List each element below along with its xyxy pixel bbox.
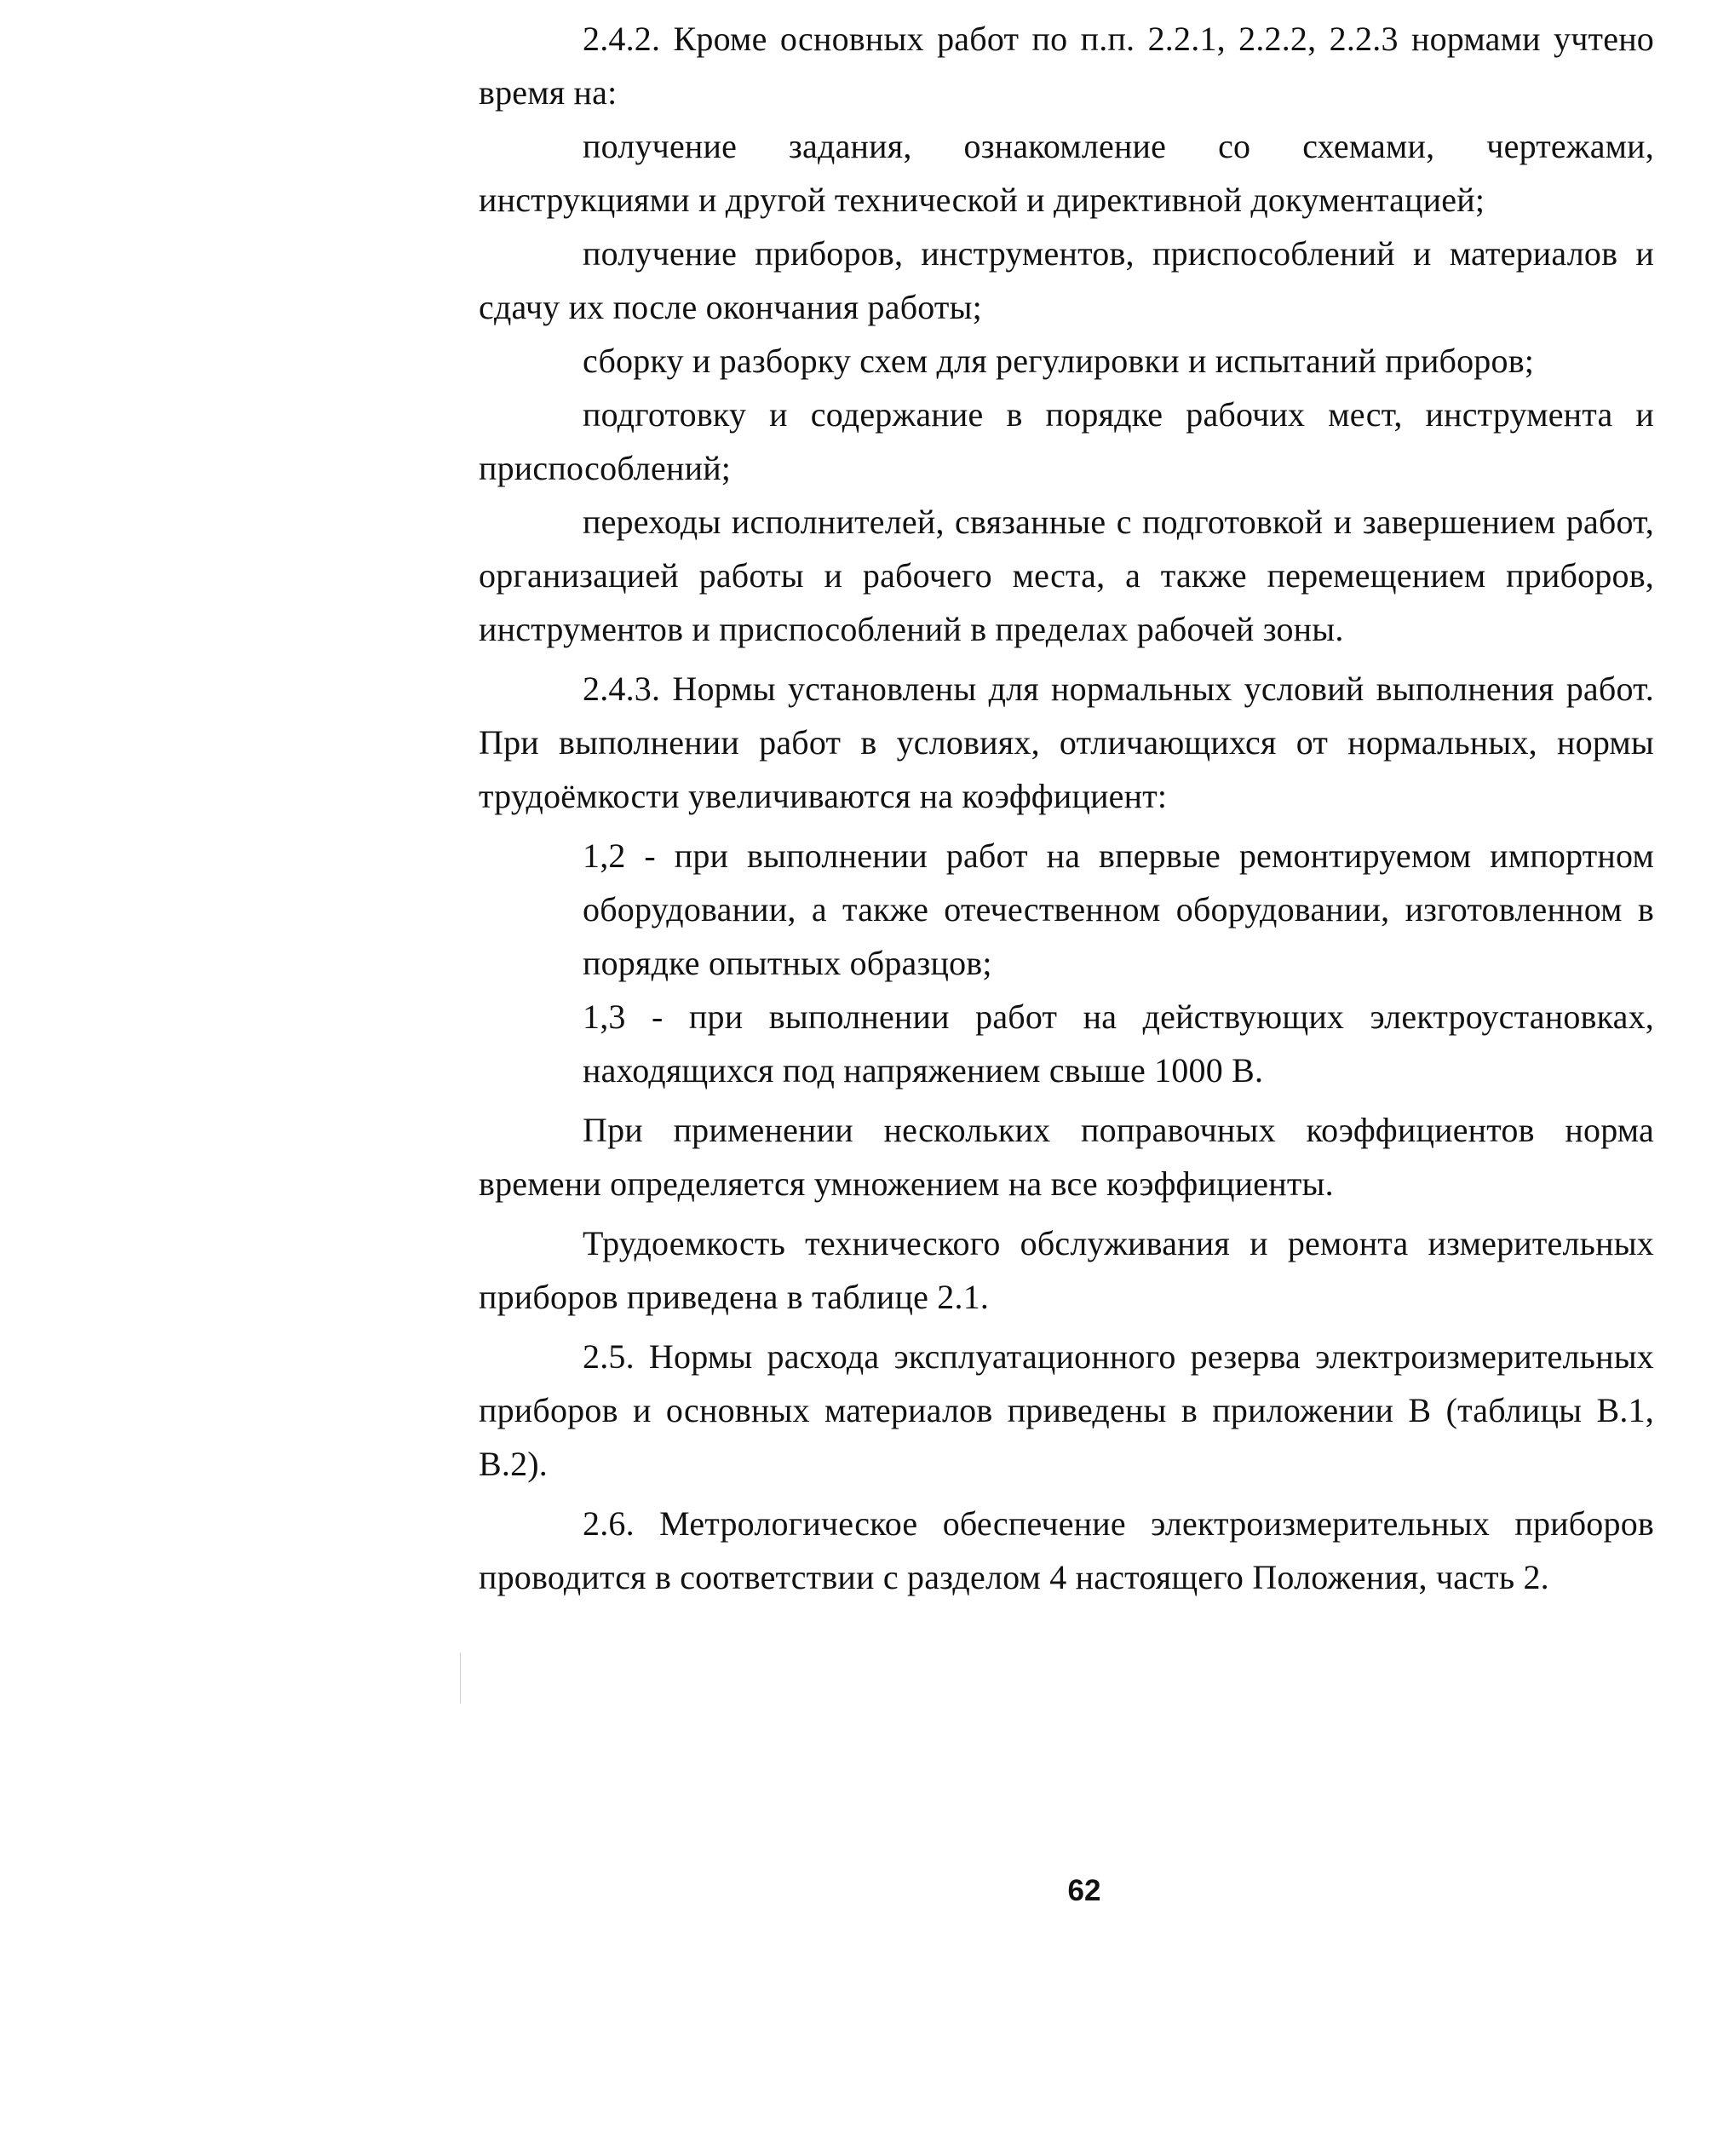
paragraph-labor-table: Трудоемкость технического обслуживания и ремонта измерительных приборов приведена в таблице 2.1. (479, 1224, 1654, 1316)
paragraph-multiple-coefficients: При применении нескольких поправочных коэффициентов норма времени определяется умножением на все коэффициенты. (479, 1111, 1654, 1203)
list-item-instruments: получение приборов, инструментов, приспособлений и материалов и сдачу их после окончания работы; (479, 234, 1654, 326)
body-text (479, 12, 1654, 1604)
list-item-workplace: подготовку и содержание в порядке рабочих мест, инструмента и приспособлений; (479, 395, 1654, 487)
coefficient-1-2: 1,2 - при выполнении работ на впервые ремонтируемом импортном оборудовании, а также отечественном оборудовании, изготовленном в порядке опытных образцов; (583, 837, 1654, 982)
paragraph-2-4-2: 2.4.2. Кроме основных работ по п.п. 2.2.1, 2.2.2, 2.2.3 нормами учтено время на: (479, 20, 1654, 112)
page-number: 62 (1067, 1874, 1101, 1907)
list-item-circuit-assembly: сборку и разборку схем для регулировки и испытаний приборов; (583, 342, 1535, 380)
paragraph-2-6: 2.6. Метрологическое обеспечение электроизмерительных приборов проводится в соответствии с разделом 4 настоящего Положения, часть 2. (479, 1504, 1654, 1596)
paragraph-2-5: 2.5. Нормы расхода эксплуатационного резерва электроизмерительных приборов и основных материалов приведены в приложении В (таблицы В.1, В.2). (479, 1337, 1654, 1483)
scan-artifact-line (460, 1653, 461, 1704)
list-item-transitions: переходы исполнителей, связанные с подготовкой и завершением работ, организацией работы и рабочего места, а также перемещением приборов, инструментов и приспособлений в пределах рабочей зоны. (479, 503, 1654, 648)
list-item-task-receipt: получение задания, ознакомление со схемами, чертежами, инструкциями и другой технической и директивной документацией; (479, 127, 1654, 219)
coefficient-1-3: 1,3 - при выполнении работ на действующих электроустановках, находящихся под напряжением свыше 1000 В. (583, 998, 1654, 1089)
paragraph-2-4-3: 2.4.3. Нормы установлены для нормальных условий выполнения работ. При выполнении работ в условиях, отличающихся от нормальных, нормы трудоёмкости увеличиваются на коэффициент: (479, 670, 1654, 815)
